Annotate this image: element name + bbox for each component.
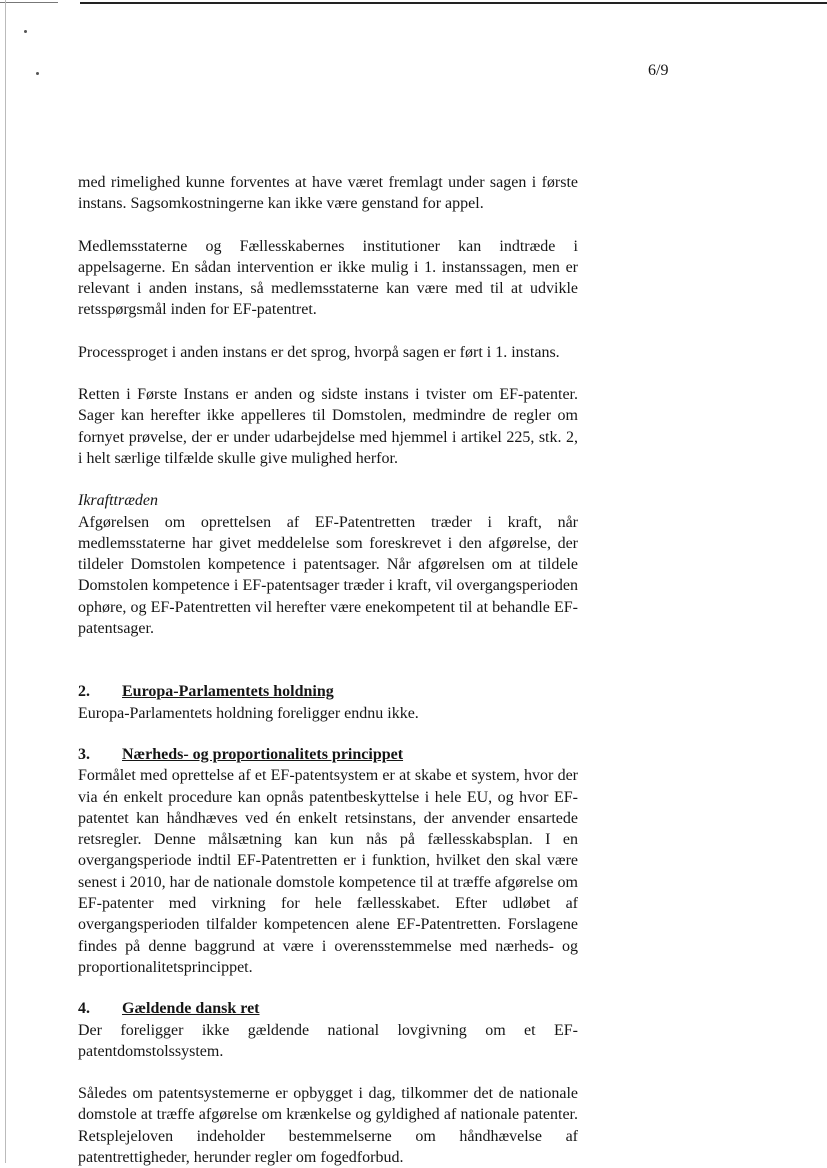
section-title: Europa-Parlamentets holdning	[122, 683, 334, 701]
subheading-ikrafttraeden: Ikrafttræden	[78, 492, 158, 510]
section-heading	[78, 998, 578, 1019]
paragraph: Der foreligger ikke gældende national lovgivning om et EF-patentdomstolssystem.	[78, 1021, 578, 1060]
paragraph: Formålet med oprettelse af et EF-patentsystem er at skabe et system, hvor der via én enkelt procedure kan opnås patentbeskyttelse i hele EU, og hvor EF-patentet kan håndhæves ved én enkelt retsinstans, der anvender ensartede retsregler. Denne målsætning kan kun nås på fællesskabsplan. I en overgangsperiode indtil EF-Patentretten er i funktion, hvilket den skal være senest i 2010, har de nationale domstole kompetence til at træffe afgørelse om EF-patenter med virkning for hele fællesskabet. Efter udløbet af overgangsperioden tilfalder kompetencen alene EF-Patentretten. Forslagene findes på denne baggrund at være i overensstemmelse med nærheds- og proportionalitetsprincippet.	[78, 767, 578, 976]
paragraph: Europa-Parlamentets holdning foreligger endnu ikke.	[78, 704, 419, 722]
margin-dot	[24, 30, 27, 33]
top-rule-left	[0, 2, 58, 3]
paragraph: Retten i Første Instans er anden og sidste instans i tvister om EF-patenter. Sager kan herefter ikke appelleres til Domstolen, medmindre de regler om fornyet prøvelse, der er under udarbejdelse med hjemmel i artikel 225, stk. 2, i helt særlige tilfælde skulle give mulighed herfor.	[78, 386, 578, 467]
paragraph: Medlemsstaterne og Fællesskabernes institutioner kan indtræde i appelsagerne. En sådan intervention er ikke mulig i 1. instanssagen, men er relevant i anden instans, så medlemsstaterne kan være med til at udvikle retsspørgsmål inden for EF-patentret.	[78, 237, 578, 319]
section-title: Gældende dansk ret	[122, 1000, 260, 1018]
section-heading	[78, 744, 578, 765]
paragraph: med rimelighed kunne forventes at have været fremlagt under sagen i første instans. Sagsomkostningerne kan ikke være genstand for appel.	[78, 174, 578, 213]
left-margin-rule	[5, 0, 6, 1163]
document-body	[78, 172, 578, 1168]
section-number: 4.	[78, 1000, 90, 1018]
section-number: 3.	[78, 745, 90, 763]
paragraph: Afgørelsen om oprettelsen af EF-Patentretten træder i kraft, når medlemsstaterne har givet meddelelse som foreskrevet i den afgørelse, der tildeler Domstolen kompetence i patentsager. Når afgørelsen om at tildele Domstolen kompetence i EF-patentsager træder i kraft, vil overgangsperioden ophøre, og EF-Patentretten vil herefter være enekompetent til at behandle EF-patentsager.	[78, 513, 578, 638]
top-rule	[80, 2, 827, 4]
margin-dot	[36, 72, 39, 75]
section-title: Nærheds- og proportionalitets princippet	[122, 745, 404, 763]
section-heading	[78, 681, 578, 702]
paragraph: Således om patentsystemerne er opbygget i dag, tilkommer det de nationale domstole at træffe afgørelse om krænkelse og gyldighed af nationale patenter. Retsplejeloven indeholder bestemmelserne om håndhævelse af patentrettigheder, herunder regler om fogedforbud.	[78, 1085, 578, 1166]
page-number: 6/9	[648, 62, 669, 79]
section-number: 2.	[78, 683, 90, 701]
paragraph: Processproget i anden instans er det sprog, hvorpå sagen er ført i 1. instans.	[78, 343, 560, 361]
